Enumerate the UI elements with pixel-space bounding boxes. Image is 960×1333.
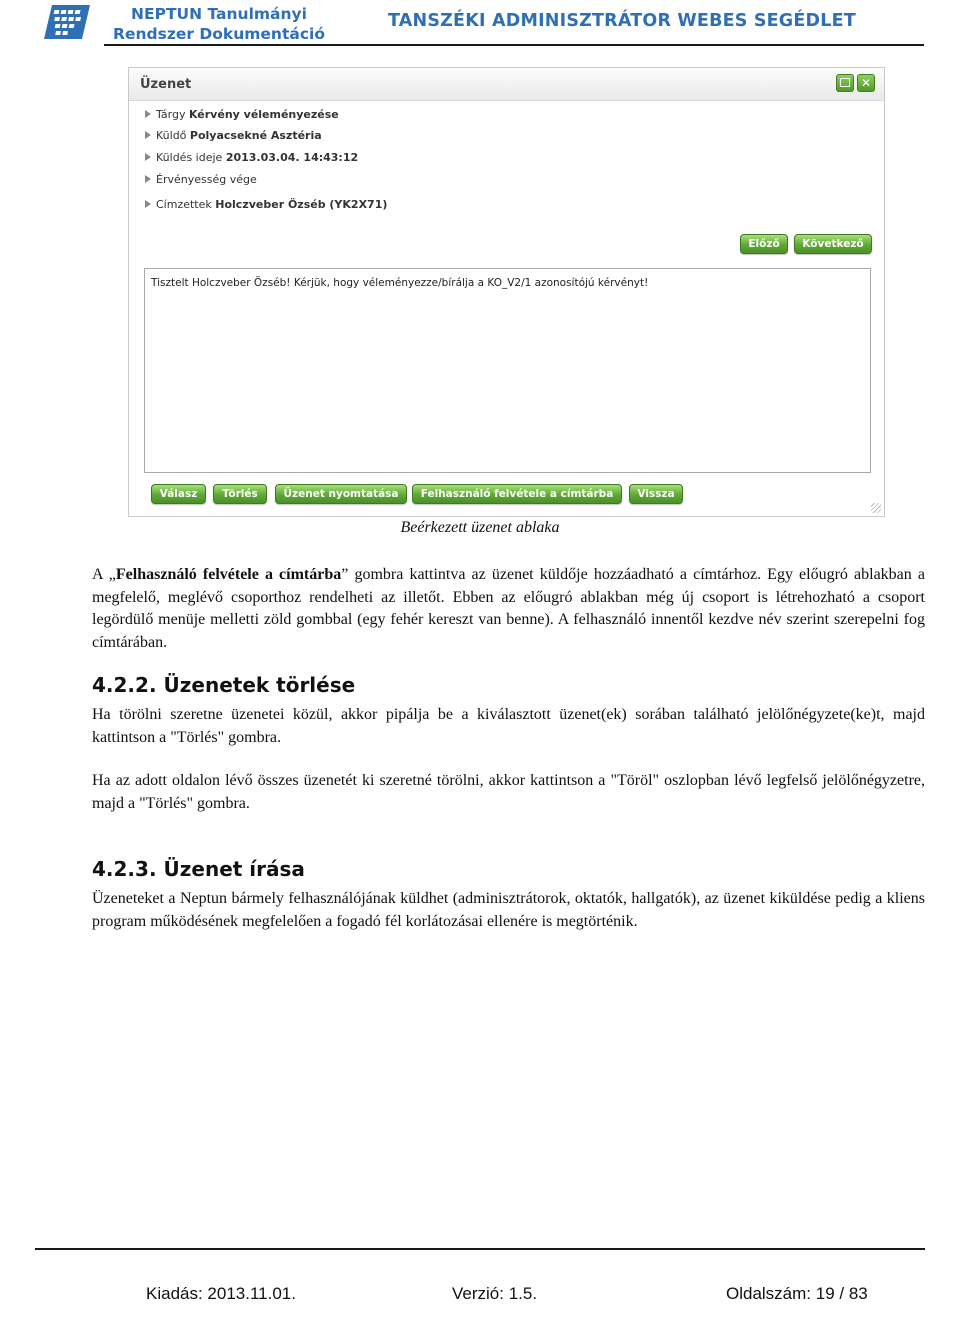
header-guide-title: TANSZÉKI ADMINISZTRÁTOR WEBES SEGÉDLET [388, 11, 856, 31]
window-titlebar [129, 68, 884, 101]
expand-arrow-icon[interactable] [145, 153, 151, 161]
header-divider [104, 44, 924, 46]
reply-button[interactable]: Válasz [151, 484, 206, 504]
delete-button[interactable]: Törlés [213, 484, 267, 504]
figure-caption: Beérkezett üzenet ablaka [400, 519, 560, 536]
next-button[interactable]: Következő [794, 234, 872, 254]
expand-arrow-icon[interactable] [145, 200, 151, 208]
field-sender: Küldő Polyacsekné Asztéria [145, 128, 322, 144]
resize-grip-icon[interactable] [871, 503, 881, 513]
expand-arrow-icon[interactable] [145, 131, 151, 139]
print-message-button[interactable]: Üzenet nyomtatása [275, 484, 407, 504]
footer-page-number: Oldalszám: 19 / 83 [726, 1284, 868, 1303]
header-doc-title [104, 4, 334, 44]
window-title: Üzenet [140, 77, 192, 92]
footer-divider [35, 1248, 925, 1250]
section-heading-delete: 4.2.2. Üzenetek törlése [92, 673, 356, 697]
field-sent-time: Küldés ideje 2013.03.04. 14:43:12 [145, 150, 358, 166]
paragraph-write-1: Üzeneteket a Neptun bármely felhasználójának küldhet (adminisztrátorok, oktatók, hallgatók), az üzenet kiküldése pedig a kliens program működésének megfelelően a fogadó fél korlátozásai ellenére is megtörténik. [92, 890, 925, 930]
paragraph-delete-1: Ha törölni szeretne üzenetei közül, akkor pipálja be a kiválasztott üzenet(ek) sorában található jelölőnégyzete(ke)t, majd kattintson a "Törlés" gombra. [92, 706, 925, 746]
close-icon[interactable]: ✕ [857, 74, 875, 92]
section-heading-write: 4.2.3. Üzenet írása [92, 857, 305, 881]
neptun-logo [44, 3, 90, 41]
field-expiry: Érvényesség vége [145, 172, 257, 188]
header-line1: NEPTUN Tanulmányi [131, 5, 307, 23]
expand-arrow-icon[interactable] [145, 110, 151, 118]
expand-arrow-icon[interactable] [145, 175, 151, 183]
message-text: Tisztelt Holczveber Özséb! Kérjük, hogy véleményezze/bírálja a KO_V2/1 azonosítójú kérvényt! [151, 277, 649, 289]
field-recipients: Címzettek Holczveber Özséb (YK2X71) [145, 197, 387, 213]
header-line2: Rendszer Dokumentáció [113, 25, 325, 43]
maximize-icon[interactable] [836, 74, 854, 92]
footer-version: Verzió: 1.5. [452, 1284, 538, 1303]
add-to-directory-button[interactable]: Felhasználó felvétele a címtárba [412, 484, 622, 504]
prev-button[interactable]: Előző [740, 234, 788, 254]
field-subject: Tárgy Kérvény véleményezése [145, 107, 339, 123]
paragraph-delete-2: Ha az adott oldalon lévő összes üzenetét ki szeretné törölni, akkor kattintson a "Töröl" oszlopban lévő legfelső jelölőnégyzetre, majd a "Törlés" gombra. [92, 772, 925, 812]
message-body [144, 268, 871, 473]
paragraph-directory: A „Felhasználó felvétele a címtárba” gombra kattintva az üzenet küldője hozzáadható a címtárhoz. Egy előugró ablakban a megfelelő, meglévő csoporthoz rendelheti az illetőt. Ebben az előugró ablakban még új csoport is létrehozható a csoport legördülő menüje melletti zöld gombbal (egy fehér kereszt van benne). A felhasználó innentől kezdve név szerint szerepelni fog címtárában. [92, 566, 925, 651]
bold-term: Felhasználó felvétele a címtárba [115, 566, 342, 583]
footer-issue: Kiadás: 2013.11.01. [146, 1284, 296, 1303]
back-button[interactable]: Vissza [629, 484, 683, 504]
message-window [128, 67, 885, 517]
